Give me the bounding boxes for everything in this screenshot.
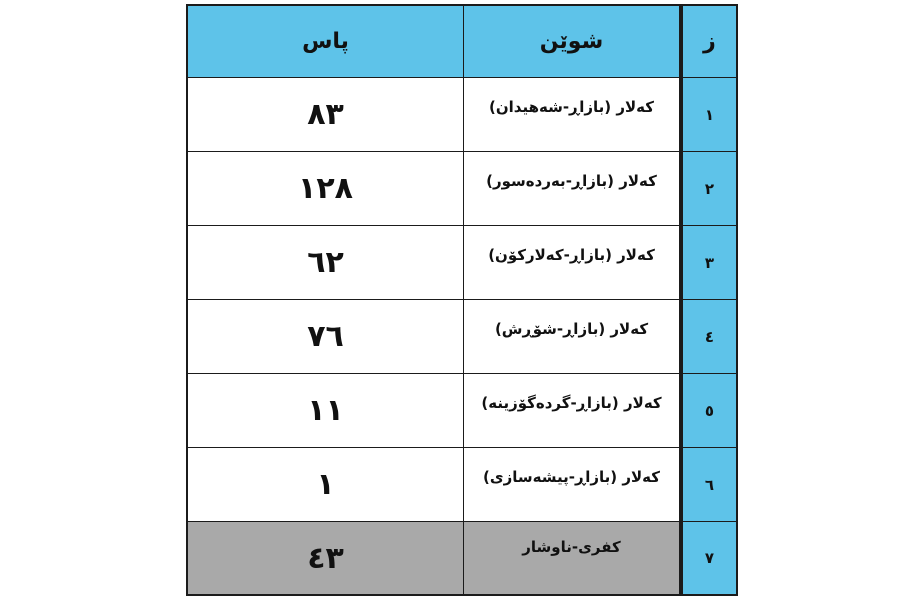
table-row-index: ٥ [680,374,736,448]
table-row-index: ٦ [680,448,736,522]
table-row-count: ٦٢ [188,226,464,300]
table-row-index: ٧ [680,522,736,594]
table-row-count: ١١ [188,374,464,448]
data-table [186,4,738,596]
table-row-place: کەلار (بازاڕ-شۆڕش) [464,300,680,374]
table-row-count: ١٢٨ [188,152,464,226]
table-row-count: ٨٣ [188,78,464,152]
table-row-place: کەلار (بازاڕ-کەلارکۆن) [464,226,680,300]
header-count [188,6,464,78]
header-index [680,6,736,78]
header-place [464,6,680,78]
table-row-count: ٤٣ [188,522,464,594]
table-row-place: کەلار (بازاڕ-پیشەسازی) [464,448,680,522]
table-row-place: کەلار (بازاڕ-بەردەسور) [464,152,680,226]
table-row-place: کەلار (بازاڕ-شەهیدان) [464,78,680,152]
header-index-label: ز [703,29,716,54]
header-count-label: پاس [302,29,349,54]
table-row-index: ٢ [680,152,736,226]
table-grid [188,6,736,594]
table-row-index: ٤ [680,300,736,374]
table-row-count: ٧٦ [188,300,464,374]
table-row-place: کەلار (بازاڕ-گردەگۆزینە) [464,374,680,448]
header-place-label: شوێن [539,29,604,54]
table-row-index: ٣ [680,226,736,300]
table-row-index: ١ [680,78,736,152]
table-row-count: ١ [188,448,464,522]
table-row-place: کفری-ناوشار [464,522,680,594]
